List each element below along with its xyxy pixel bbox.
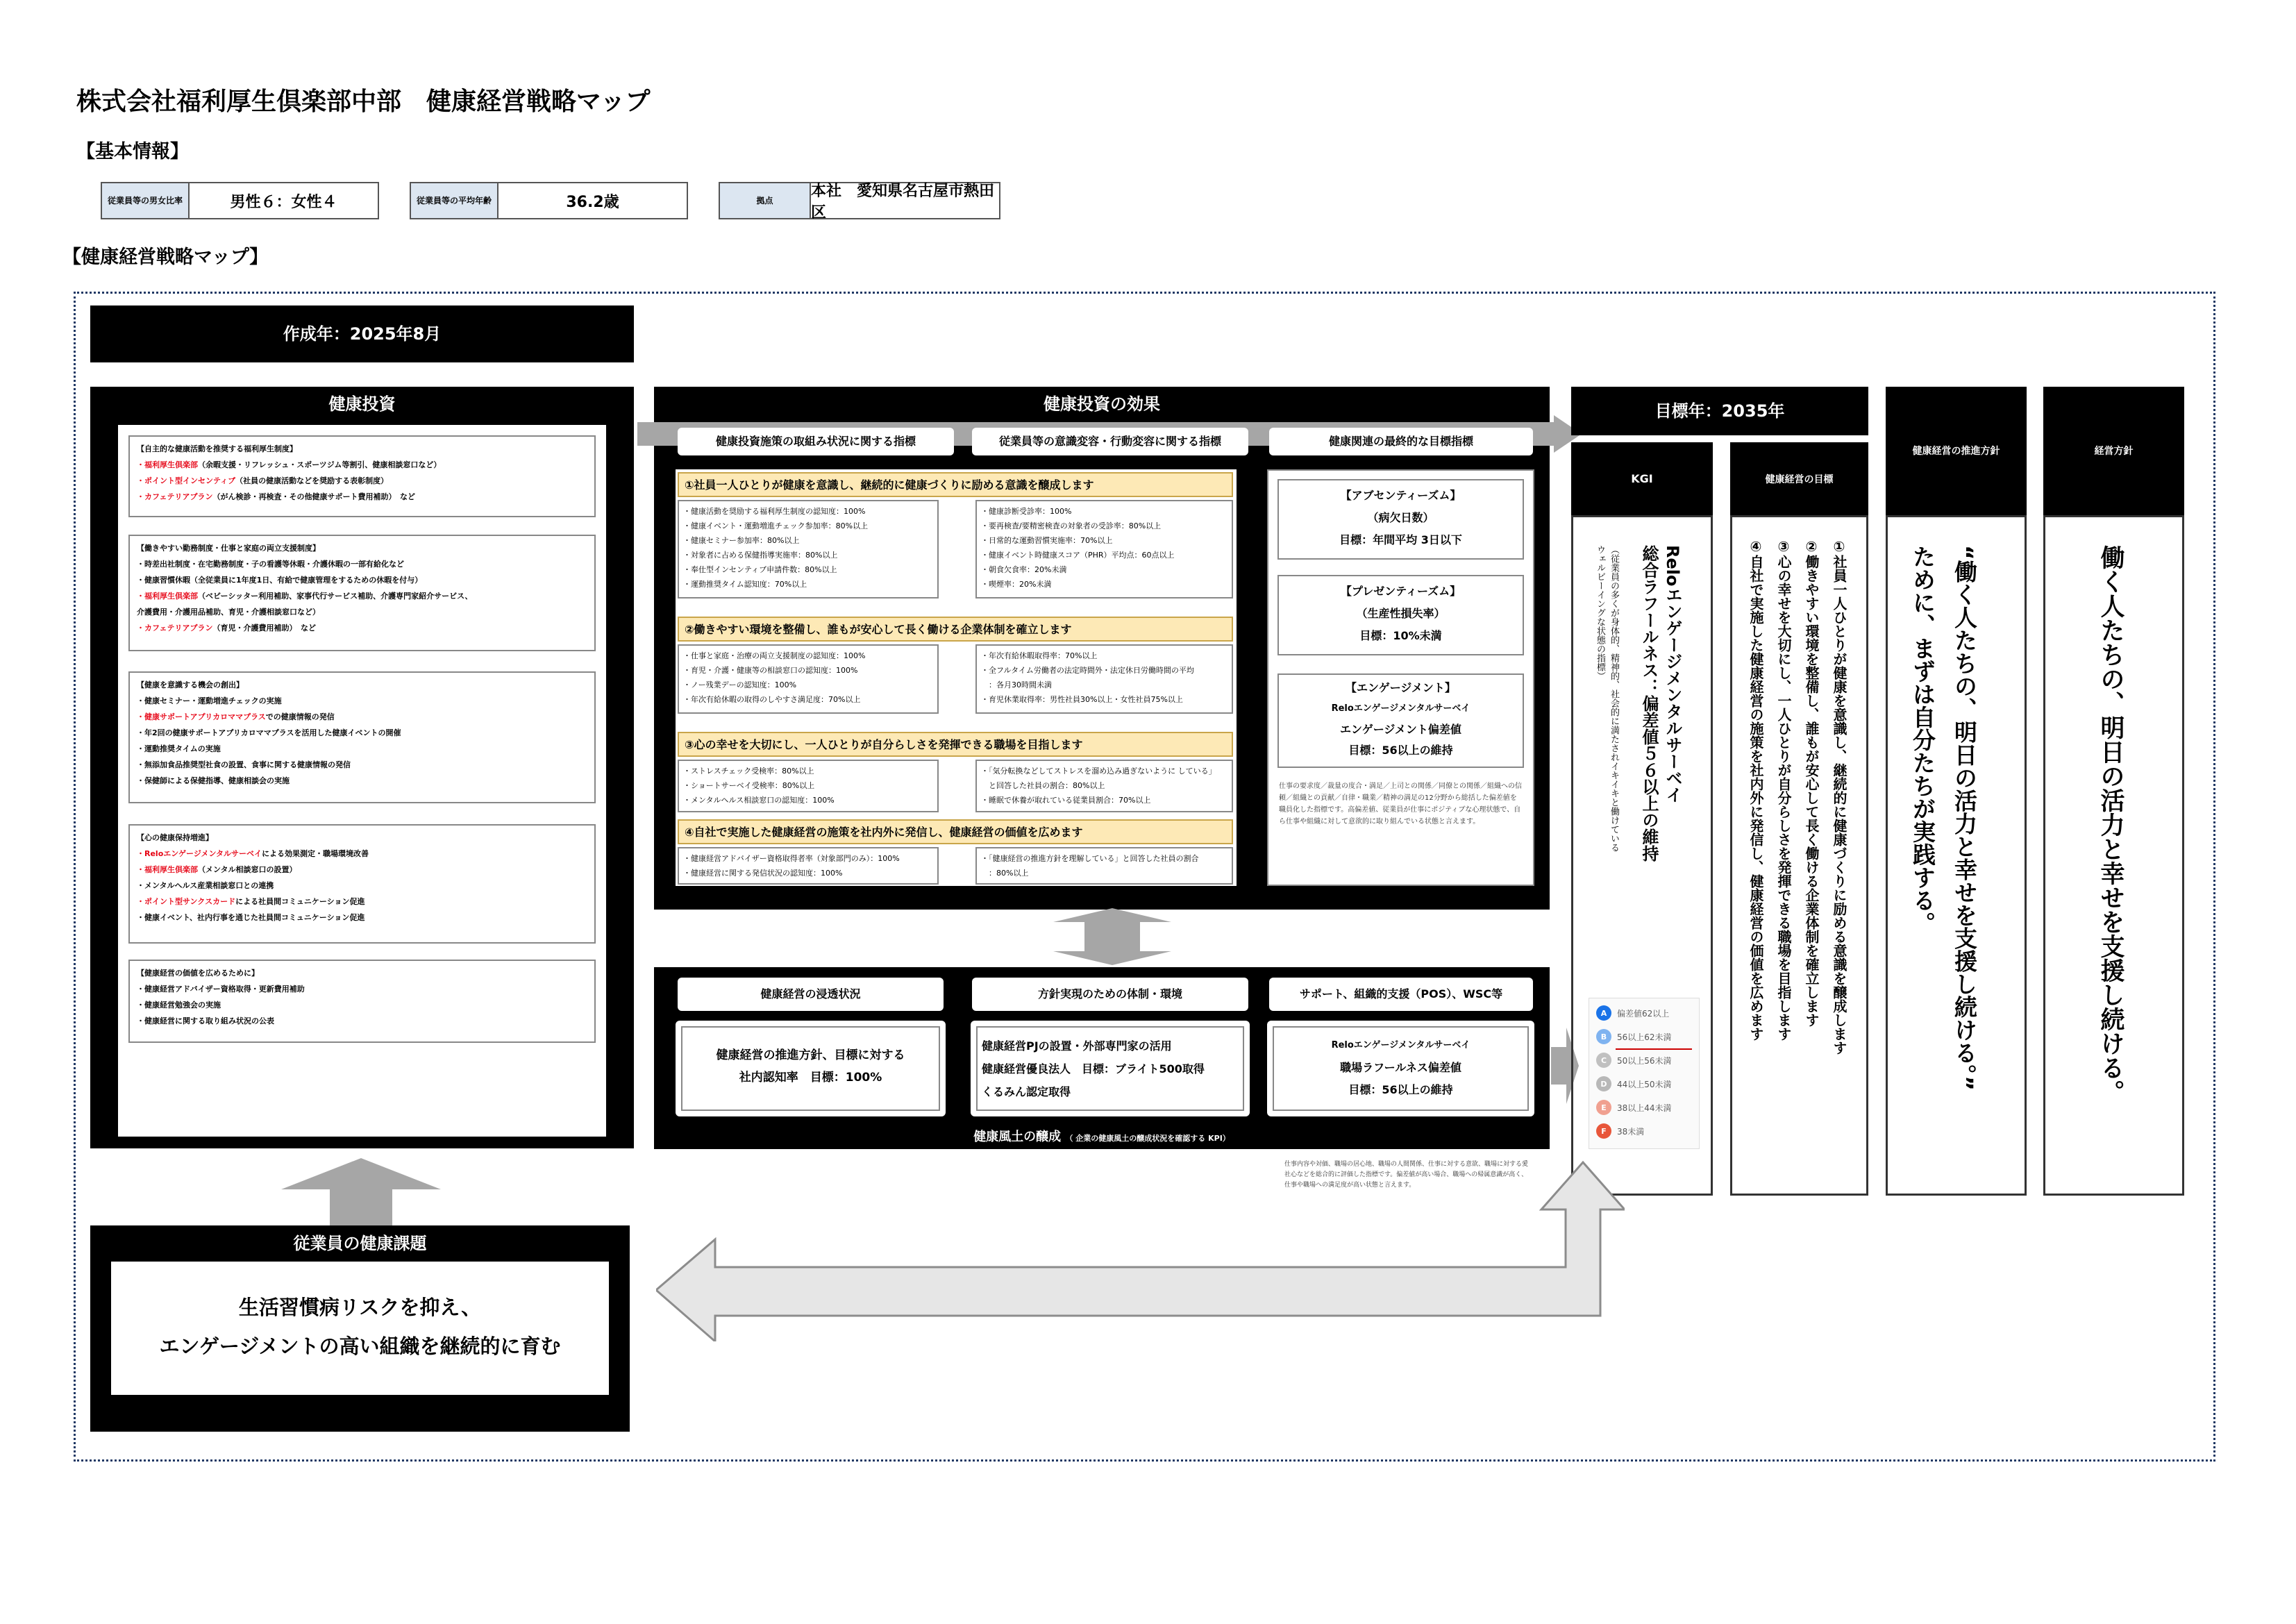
location-label: 拠点 <box>719 182 811 219</box>
list-item: ・運動推奨タイムの実施 <box>137 744 221 753</box>
list-item: ・健康経営に関する取り組み状況の公表 <box>137 1016 274 1026</box>
category-3-left: ・ストレスチェック受検率：80%以上 ・ショートサーベイ受検率：80%以上 ・メンタルヘルス相談窓口の認知度：100% <box>678 760 939 812</box>
box-heading: 【健康を意識する機会の創出】 <box>137 680 244 689</box>
basic-info-heading: 【基本情報】 <box>76 141 189 162</box>
category-3-title: ③心の幸せを大切にし、一人ひとりが自分らしさを発揮できる職場を目指します <box>678 732 1233 757</box>
management-policy-header: 経営方針 <box>2043 387 2184 516</box>
average-age-label: 従業員等の平均年齢 <box>410 182 498 219</box>
category-4-left: ・健康経営アドバイザー資格取得者率（対象部門のみ）：100% ・健康経営に関する発信状況の認知度：100% <box>678 847 939 885</box>
category-2-right: ・年次有給休暇取得率：70%以上 ・全フルタイム労働者の法定時間外・法定休日労働時間の平均 ：各月30時間未満 ・育児休業取得率：男性社員30%以上・女性社員75%以上 <box>975 644 1233 714</box>
rank-legend <box>1589 998 1700 1149</box>
box-heading: 【心の健康保持増進】 <box>137 833 213 842</box>
issue-box <box>111 1262 609 1395</box>
kgi-header: KGI <box>1571 442 1713 516</box>
rank-d: D 44以上50未満 <box>1596 1076 1672 1091</box>
average-age-value: 36.2歳 <box>497 182 688 219</box>
list-item: ・保健師による保健指導、健康相談会の実施 <box>137 776 290 785</box>
rank-e: E 38以上44未満 <box>1596 1100 1672 1115</box>
up-arrow-icon <box>281 1158 441 1234</box>
category-1-left: ・健康活動を奨励する福利厚生制度の認知度：100% ・健康イベント・運動増進チェック参加率：80%以上 ・健康セミナー参加率：80%以上 ・対象者に占める保健指導実施率：80%以上 ・奉仕型インセンティブ申請件数：80%以上 ・運動推奨タイム認知度：70%以上 <box>678 500 939 598</box>
culture-footer: 健康風土の醸成 （ 企業の健康風土の醸成状況を確認する KPI） <box>973 1130 1230 1144</box>
goal-lines <box>1742 538 1853 1177</box>
promotion-policy-header: 健康経営の推進方針 <box>1886 387 2027 516</box>
list-item: 介護費用・介護用品補助、育児・介護相談窓口など） <box>137 608 320 617</box>
investment-box-awareness <box>128 671 596 803</box>
kgi-sub: （従業員の多くが身体的、精神的、社会的に満たされイキイキと働けている ウェルビーイングな状態の指標） <box>1595 545 1619 852</box>
target-absenteeism: 【アブセンティーズム】 （病欠日数） 目標：年間平均 3日以下 <box>1277 479 1524 560</box>
goal-box <box>1730 515 1868 1196</box>
culture-note: 仕事内容や対価、職場の居心地、職場の人間関係、仕事に対する意欲、職場に対する愛社心などを総合的に評価した指標です。偏差値が高い場合、職場への帰属意識が高く、仕事や職場への満足度が高い状態と言えます。 <box>1284 1161 1529 1189</box>
culture-box-1: 健康経営の推進方針、目標に対する 社内認知率 目標：100% <box>681 1026 940 1111</box>
list-item: ・福利厚生倶楽部（ベビーシッター利用補助、家事代行サービス補助、介護専門家紹介サービス、 <box>137 592 473 601</box>
list-item: ・健康セミナー・運動増進チェックの実施 <box>137 696 282 705</box>
goal-line-4: ④自社で実施した健康経営の施策を社内外に発信し、健康経営の価値を広めます <box>1748 538 1764 1041</box>
issue-line-1: 生活習慣病リスクを抑え、 <box>238 1296 482 1319</box>
list-item: ・健康サポートアプリカロママプラスでの健康情報の発信 <box>137 712 335 721</box>
effects-col-head-2: 従業員等の意識変容・行動変容に関する指標 <box>972 428 1248 455</box>
culture-box-1-wrap <box>676 1021 946 1116</box>
category-4-right: ・「健康経営の推進方針を理解している」と回答した社員の割合 ：80%以上 <box>975 847 1233 885</box>
gender-ratio-label: 従業員等の男女比率 <box>101 182 190 219</box>
issue-title: 従業員の健康課題 <box>293 1234 427 1253</box>
promotion-policy-text: “働く人たちの、明日の活力と幸せを支援し続ける。” ために、まずは自分たちが実践する。 <box>1909 545 1978 1091</box>
map-heading: 【健康経営戦略マップ】 <box>62 246 269 268</box>
category-3-right: ・「気分転換などしてストレスを溜め込み過ぎないように している」 と回答した社員の割合：80%以上 ・睡眠で休養が取れている従業員割合：70%以上 <box>975 760 1233 812</box>
category-4-title: ④自社で実施した健康経営の施策を社内外に発信し、健康経営の価値を広めます <box>678 819 1233 844</box>
culture-box-2-wrap <box>971 1021 1250 1116</box>
rank-a: A 偏差値62以上 <box>1596 1005 1669 1021</box>
target-year-banner: 目標年：2035年 <box>1571 387 1868 435</box>
culture-box-2: 健康経営PJの設置・外部専門家の活用 健康経営優良法人 目標：ブライト500取得 くるみん認定取得 <box>976 1026 1244 1111</box>
category-2-left: ・仕事と家庭・治療の両立支援制度の認知度：100% ・育児・介護・健康等の相談窓口の認知度：100% ・ノー残業デーの認知度：100% ・年次有給休暇の取得のしやすさ満足度：70%以上 <box>678 644 939 714</box>
culture-box-3-wrap <box>1267 1021 1534 1116</box>
box-heading: 【働きやすい勤務制度・仕事と家庭の両立支援制度】 <box>137 544 320 553</box>
list-item: ・健康イベント、社内行事を通じた社員間コミュニケーション促進 <box>137 913 365 922</box>
issue-line-2: エンゲージメントの高い組織を継続的に育む <box>159 1334 561 1358</box>
investment-box-welfare <box>128 435 596 517</box>
management-policy-box <box>2043 515 2184 1196</box>
box-heading: 【健康経営の価値を広めるために】 <box>137 969 259 978</box>
list-item: ・健康経営勉強会の実施 <box>137 1001 221 1010</box>
rank-underline <box>1616 1048 1692 1050</box>
list-item: ・時差出社制度・在宅勤務制度・子の看護等休暇・介護休暇の一部有給化など <box>137 560 404 569</box>
double-arrow-icon <box>1053 908 1171 965</box>
management-policy-text: 働く人たちの、明日の活力と幸せを支援し続ける。 <box>2097 545 2125 1104</box>
list-item: ・メンタルヘルス産業相談窓口との連携 <box>137 881 274 890</box>
goal-line-3: ③心の幸せを大切にし、一人ひとりが自分らしさを発揮できる職場を目指します <box>1775 538 1792 1041</box>
rank-c: C 50以上56未満 <box>1596 1053 1672 1068</box>
target-engagement: 【エンゲージメント】 Reloエンゲージメンタルサーベイ エンゲージメント偏差値 目標：56以上の維持 <box>1277 673 1524 768</box>
engagement-note: 仕事の要求度／裁量の度合・満足／上司との関係／同僚との関係／組織への信頼／組織との貢献／自律・職業／精神の満足の12分野から総括した偏差値を職員化した指標です。高偏差値、従業員が仕事にポジティブな心理状態で、自ら仕事や組織に対して意欲的に取り組んでいる状態と言えます。 <box>1279 782 1522 826</box>
goal-line-2: ②働きやすい環境を整備し、誰もが安心して長く働ける企業体制を確立します <box>1803 538 1820 1027</box>
list-item: ・無添加食品推奨型社食の設置、食事に関する健康情報の発信 <box>137 760 351 769</box>
rank-f: F 38未満 <box>1596 1123 1644 1139</box>
investment-box-work-system <box>128 535 596 651</box>
feedback-arrow-icon <box>656 1153 1625 1341</box>
list-item: ・年2回の健康サポートアプリカロママプラスを活用した健康イベントの開催 <box>137 728 401 737</box>
investment-content <box>118 425 606 1137</box>
investment-panel <box>90 387 634 1148</box>
culture-box-3: Reloエンゲージメンタルサーベイ 職場ラフールネス偏差値 目標：56以上の維持 <box>1273 1026 1529 1111</box>
effects-col-head-3: 健康関連の最終的な目標指標 <box>1269 428 1533 455</box>
effects-title: 健康投資の効果 <box>1044 394 1160 414</box>
list-item: ・カフェテリアプラン（育児・介護費用補助） など <box>137 623 316 633</box>
promotion-policy-box <box>1886 515 2027 1196</box>
category-2-title: ②働きやすい環境を整備し、誰もが安心して長く働ける企業体制を確立します <box>678 617 1233 642</box>
effects-col-head-1: 健康投資施策の取組み状況に関する指標 <box>678 428 954 455</box>
list-item: ・Reloエンゲージメンタルサーベイによる効果測定・職場環境改善 <box>137 849 369 858</box>
gender-ratio-value: 男性６：女性４ <box>188 182 379 219</box>
list-item: ・福利厚生倶楽部（余暇支援・リフレッシュ・スポーツジム等割引、健康相談窓口など） <box>137 460 442 469</box>
category-1-right: ・健康診断受診率：100% ・要再検査/要精密検査の対象者の受診率：80%以上 ・日常的な運動習慣実施率：70%以上 ・健康イベント時健康スコア（PHR）平均点：60点以上 ・朝食欠食率：20%未満 ・喫煙率：20%未満 <box>975 500 1233 598</box>
culture-head-3: サポート、組織的支援（POS）、WSC等 <box>1269 978 1533 1011</box>
kgi-box <box>1571 515 1713 1196</box>
location-value: 本社 愛知県名古屋市熱田区 <box>810 182 1000 219</box>
list-item: ・健康習慣休暇（全従業員に1年度1日、有給で健康管理をするための休暇を付与） <box>137 576 423 585</box>
issue-panel <box>90 1225 630 1432</box>
kgi-main: Reloエンゲージメンタルサーベイ 総合ラフールネス：偏差値５６以上の維持 <box>1639 545 1682 862</box>
list-item: ・カフェテリアプラン（がん検診・再検査・その他健康サポート費用補助） など <box>137 492 415 501</box>
investment-box-mental <box>128 824 596 944</box>
goal-header: 健康経営の目標 <box>1730 442 1868 516</box>
investment-box-value <box>128 960 596 1043</box>
investment-title: 健康投資 <box>328 394 396 414</box>
box-heading: 【自主的な健康活動を推奨する福利厚生制度】 <box>137 444 297 453</box>
page-title: 株式会社福利厚生倶楽部中部 健康経営戦略マップ <box>76 87 651 116</box>
culture-head-2: 方針実現のための体制・環境 <box>972 978 1248 1011</box>
list-item: ・ポイント型サンクスカードによる社員間コミュニケーション促進 <box>137 897 365 906</box>
list-item: ・福利厚生倶楽部（メンタル相談窓口の設置） <box>137 865 297 874</box>
list-item: ・健康経営アドバイザー資格取得・更新費用補助 <box>137 985 305 994</box>
target-presenteeism: 【プレゼンティーズム】 （生産性損失率） 目標：10%未満 <box>1277 575 1524 655</box>
goal-line-1: ①社員一人ひとりが健康を意識し、継続的に健康づくりに励める意識を醸成します <box>1831 538 1847 1055</box>
created-year-banner: 作成年：2025年8月 <box>90 305 634 362</box>
culture-head-1: 健康経営の浸透状況 <box>678 978 944 1011</box>
rank-b: B 56以上62未満 <box>1596 1029 1672 1044</box>
list-item: ・ポイント型インセンティブ（社員の健康活動などを奨励する表彰制度） <box>137 476 389 485</box>
category-1-title: ①社員一人ひとりが健康を意識し、継続的に健康づくりに励める意識を醸成します <box>678 472 1233 497</box>
